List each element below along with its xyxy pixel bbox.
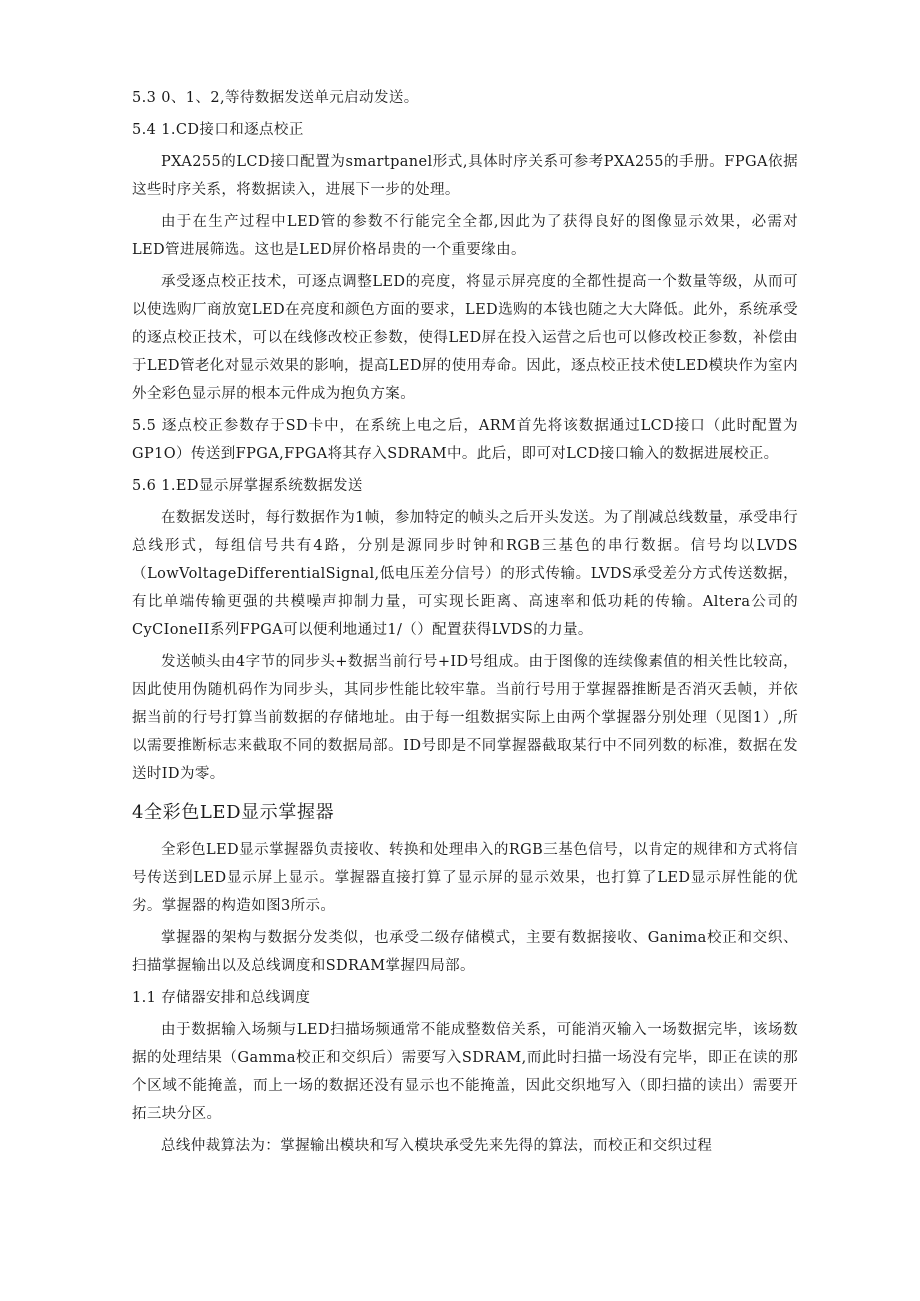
document-body — [132, 84, 798, 1164]
paragraph: 承受逐点校正技术，可逐点调整LED的亮度，将显示屏亮度的全都性提高一个数量等级，从而可以使选购厂商放宽LED在亮度和颜色方面的要求，LED选购的本钱也随之大大降低。此外，系统承受的逐点校正技术，可以在线修改校正参数，使得LED屏在投入运营之后也可以修改校正参数，补偿由于LED管老化对显示效果的影响，提高LED屏的使用寿命。因此，逐点校正技术使LED模块作为室内外全彩色显示屏的根本元件成为抱负方案。 — [132, 274, 798, 402]
paragraph: 发送帧头由4字节的同步头+数据当前行号+ID号组成。由于图像的连续像素值的相关性比较高，因此使用伪随机码作为同步头，其同步性能比较牢靠。当前行号用于掌握器推断是否消灭丢帧，并依据当前的行号打算当前数据的存储地址。由于每一组数据实际上由两个掌握器分别处理（见图1）,所以需要推断标志来截取不同的数据局部。ID号即是不同掌握器截取某行中不同列数的标准，数据在发送时ID为零。 — [132, 654, 798, 782]
paragraph: PXA255的LCD接口配置为smartpanel形式,具体时序关系可参考PXA255的手册。FPGA依据这些时序关系，将数据读入，进展下一步的处理。 — [132, 154, 798, 198]
section-heading-5-6: 5.6 1.ED显示屏掌握系统数据发送 — [132, 478, 363, 494]
paragraph: 总线仲裁算法为：掌握输出模块和写入模块承受先来先得的算法，而校正和交织过程 — [161, 1138, 713, 1154]
section-heading-5-4: 5.4 1.CD接口和逐点校正 — [132, 122, 304, 138]
section-heading-1-1: 1.1 存储器安排和总线调度 — [132, 990, 311, 1006]
chapter-title: 4全彩色LED显示掌握器 — [132, 802, 335, 823]
section-heading-5-5: 5.5 逐点校正参数存于SD卡中，在系统上电之后，ARM首先将该数据通过LCD接口（此时配置为GP1O）传送到FPGA,FPGA将其存入SDRAM中。此后，即可对LCD接口输入的数据进展校正。 — [132, 418, 798, 462]
paragraph: 全彩色LED显示掌握器负责接收、转换和处理串入的RGB三基色信号，以肯定的规律和方式将信号传送到LED显示屏上显示。掌握器直接打算了显示屏的显示效果，也打算了LED显示屏性能的优劣。掌握器的构造如图3所示。 — [132, 842, 798, 914]
paragraph: 掌握器的架构与数据分发类似，也承受二级存储模式，主要有数据接收、Ganima校正和交织、扫描掌握输出以及总线调度和SDRAM掌握四局部。 — [132, 930, 798, 974]
paragraph: 由于在生产过程中LED管的参数不行能完全全都,因此为了获得良好的图像显示效果，必需对LED管进展筛选。这也是LED屏价格昂贵的一个重要缘由。 — [132, 214, 798, 258]
paragraph: 由于数据输入场频与LED扫描场频通常不能成整数倍关系，可能消灭输入一场数据完毕，该场数据的处理结果（Gamma校正和交织后）需要写入SDRAM,而此时扫描一场没有完毕，即正在读的那个区域不能掩盖，而上一场的数据还没有显示也不能掩盖，因此交织地写入（即扫描的读出）需要开拓三块分区。 — [132, 1022, 798, 1122]
section-heading-5-3: 5.3 0、1、2,等待数据发送单元启动发送。 — [132, 90, 419, 106]
paragraph: 在数据发送时，每行数据作为1帧，参加特定的帧头之后开头发送。为了削减总线数量，承受串行总线形式，每组信号共有4路，分别是源同步时钟和RGB三基色的串行数据。信号均以LVDS（LowVoltageDifferentialSignal,低电压差分信号）的形式传输。LVDS承受差分方式传送数据，有比单端传输更强的共模噪声抑制力量，可实现长距离、高速率和低功耗的传输。Altera公司的CyCIoneII系列FPGA可以便利地通过1/（）配置获得LVDS的力量。 — [132, 510, 798, 638]
